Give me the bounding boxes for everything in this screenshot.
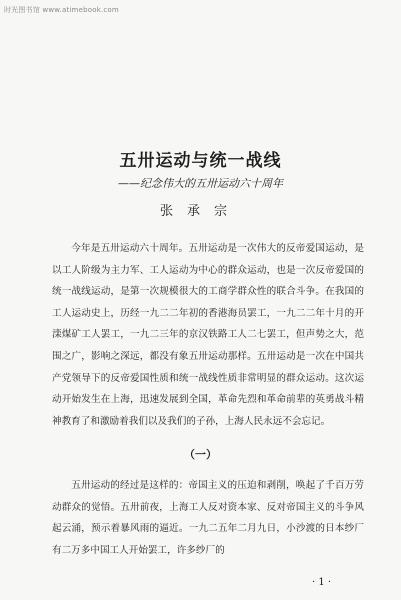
author-name: 张承宗 [159,204,241,219]
article-title: 五卅运动与统一战线 [119,151,282,171]
body-paragraph-2: 五卅运动的经过是这样的：帝国主义的压迫和剥削，唤起了千百万劳动群众的觉悟。五卅前夜，上海工人反对资本家、反对帝国主义的斗争风起云涌，预示着暴风雨的逼近。一九二五年二月九日，小沙渡的日本纱厂有二万多中国工人开始罢工，许多纱厂的 [52,480,364,556]
body-paragraph-1: 今年是五卅运动六十周年。五卅运动是一次伟大的反帝爱国运动，是以工人阶级为主力军、工人运动为中心的群众运动，也是一次反帝爱国的统一战线运动，是第一次规模很大的工商学群众性的联合斗争。在我国的工人运动史上，历经一九二二年初的香港海员罢工，一九二二年十月的开滦煤矿工人罢工，一九二三年的京汉铁路工人二七罢工，但声势之大，范围之广，影响之深远，都没有象五卅运动那样。五卅运动是一次在中国共产党领导下的反帝爱国性质和统一战线性质非常明显的群众运动。这次运动开始发生在上海，迅速发展到全国，革命先烈和革命前辈的英勇战斗精神教育了和激励着我们以及我们的子孙，上海人民永远不会忘记。 [52,243,364,427]
article-subtitle: ——纪念伟大的五卅运动六十周年 [118,177,283,190]
page-number: · 1 · [312,577,332,588]
section-heading: （一） [184,448,217,461]
watermark: 时光图书馆 www.atimebook.com [4,6,119,14]
